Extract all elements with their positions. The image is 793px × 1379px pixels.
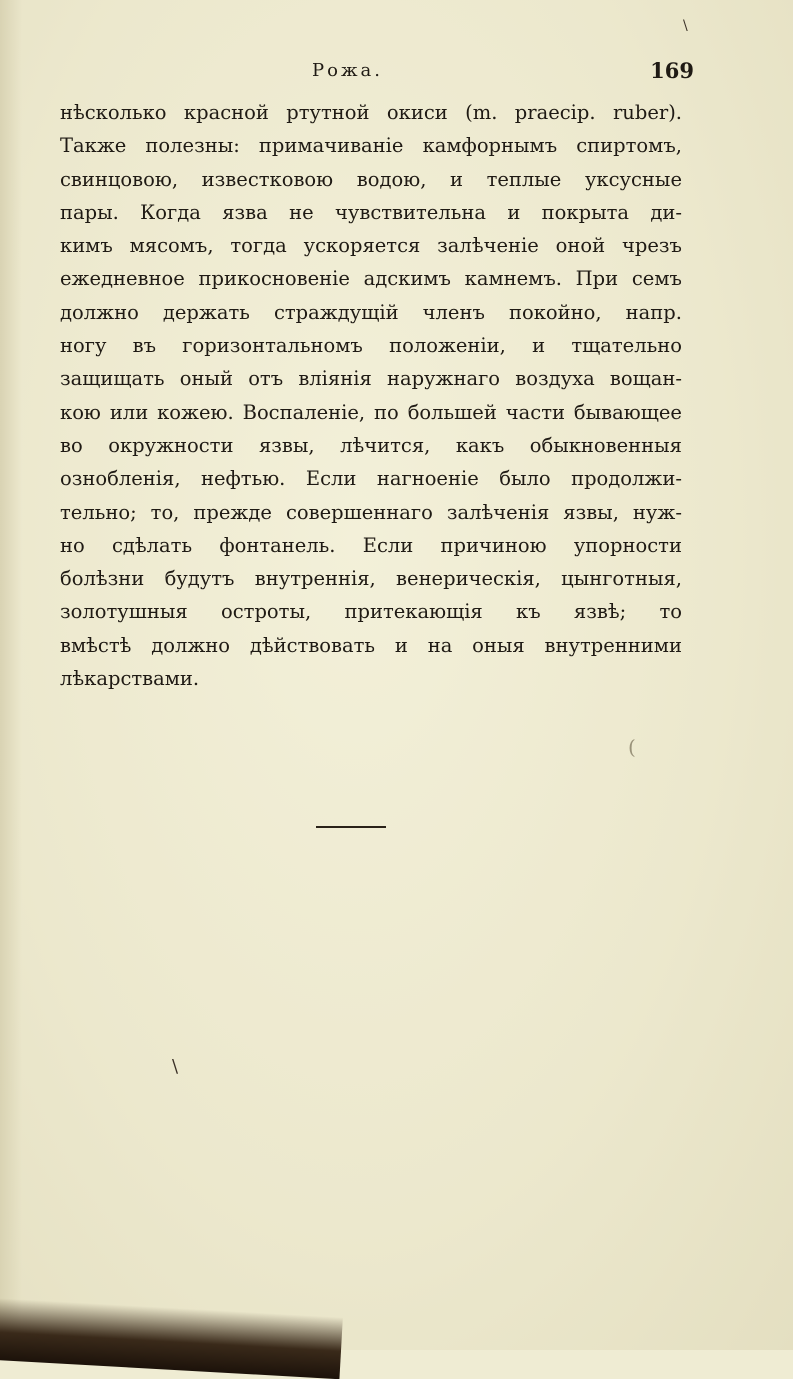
text-line: пары. Когда язва не чувствительна и покрыта ди- xyxy=(60,200,682,224)
scan-edge-shadow xyxy=(0,1296,343,1379)
page-header xyxy=(60,58,694,90)
margin-mark: \ xyxy=(683,18,688,34)
text-line: болѣзни будутъ внутреннiя, венерическiя, цынготныя, xyxy=(60,567,682,591)
ink-speck: \ xyxy=(172,1056,179,1077)
text-line: ознобленiя, нефтью. Если нагноенiе было продолжи- xyxy=(60,467,682,491)
text-line: лѣкарствами. xyxy=(60,667,200,691)
text-line: но сдѣлать фонтанель. Если причиною упорности xyxy=(60,533,682,557)
text-line: золотушныя остроты, притекающiя къ язвѣ; то xyxy=(60,600,682,624)
text-line: Также полезны: примачиванiе камфорнымъ спиртомъ, xyxy=(60,134,682,158)
text-line: должно держать страждущiй членъ покойно, напр. xyxy=(60,300,682,324)
text-line: вмѣстѣ должно дѣйствовать и на оныя внутренними xyxy=(60,633,682,657)
text-line: свинцовою, известковою водою, и теплые уксусные xyxy=(60,167,682,191)
text-line: защищать оный отъ влiянiя наружнаго воздуха вощан- xyxy=(60,367,682,391)
text-line: кимъ мясомъ, тогда ускоряется залѣченiе оной чрезъ xyxy=(60,234,682,258)
faint-mark: ( xyxy=(628,735,636,759)
text-line: нѣсколько красной ртутной окиси (m. praecip. ruber). xyxy=(60,101,682,124)
page-number: 169 xyxy=(650,58,694,83)
body-text xyxy=(60,96,682,695)
section-end-rule xyxy=(316,826,386,828)
text-line: ногу въ горизонтальномъ положенiи, и тщательно xyxy=(60,334,682,358)
running-head: Рожа. xyxy=(312,60,383,81)
text-line: ежедневное прикосновенiе адскимъ камнемъ. При семъ xyxy=(60,267,682,291)
text-line: во окружности язвы, лѣчится, какъ обыкновенныя xyxy=(60,433,682,457)
text-line: тельно; то, прежде совершеннаго залѣченiя язвы, нуж- xyxy=(60,500,682,524)
text-line: кою или кожею. Воспаленiе, по большей части бывающее xyxy=(60,400,682,424)
